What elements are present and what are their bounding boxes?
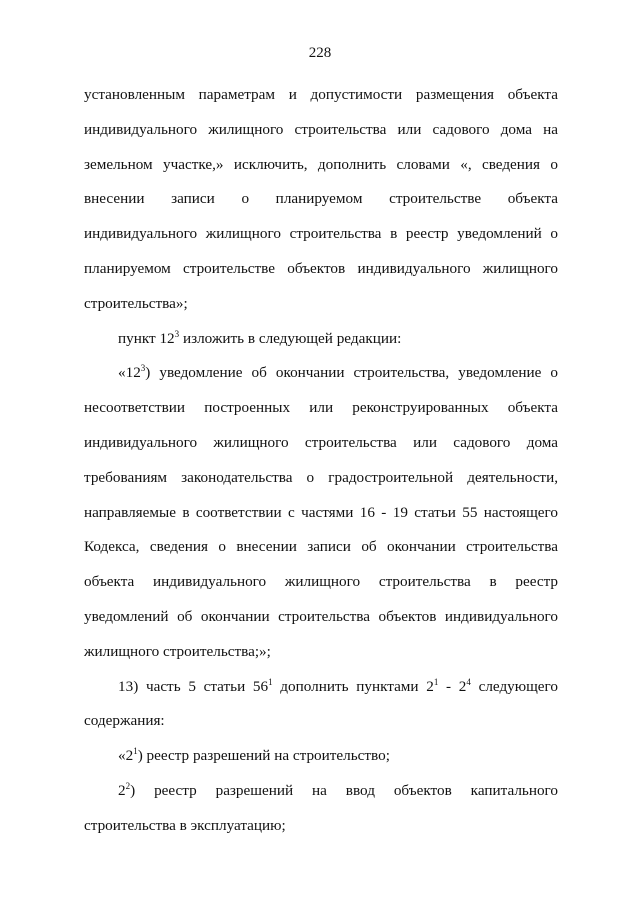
document-body bbox=[84, 78, 558, 844]
paragraph-text: ) реестр разрешений на ввод объектов капитального строительства в эксплуатацию; bbox=[84, 781, 558, 834]
paragraph-p4 bbox=[84, 670, 558, 740]
paragraph-text: - 2 bbox=[438, 677, 467, 695]
paragraph-text: 13) часть 5 статьи 56 bbox=[118, 677, 269, 695]
superscript-index: 1 bbox=[268, 676, 273, 687]
superscript-index: 1 bbox=[433, 676, 439, 687]
superscript-index: 4 bbox=[466, 676, 471, 687]
paragraph-p5 bbox=[84, 739, 558, 774]
superscript-index: 2 bbox=[125, 780, 131, 791]
paragraph-text: дополнить пунктами 2 bbox=[272, 677, 434, 695]
paragraph-p6 bbox=[84, 774, 558, 844]
paragraph-text: ) реестр разрешений на строительство; bbox=[137, 747, 390, 765]
paragraph-text: изложить в следующей редакции: bbox=[179, 329, 402, 347]
paragraph-text: 2 bbox=[118, 781, 126, 799]
paragraph-p1 bbox=[84, 78, 558, 322]
paragraph-text: ) уведомление об окончании строительства, уведомление о несоответствии построенных или реконструированных объекта индивидуального жилищного строительства или садового дома требованиям законодательства о градостроительной деятельности, направляемые в соответствии с частями 16 - 19 статьи 55 настоящего Кодекса, сведения о внесении записи об окончании строительства объекта индивидуального жилищного строительства в реестр уведомлений об окончании строительства объектов индивидуального жилищного строительства;»; bbox=[84, 364, 558, 660]
paragraph-text: «12 bbox=[118, 364, 141, 382]
page-number: 228 bbox=[308, 45, 332, 61]
superscript-index: 3 bbox=[174, 328, 180, 339]
paragraph-text: пункт 12 bbox=[118, 329, 175, 347]
superscript-index: 3 bbox=[140, 363, 146, 374]
paragraph-text: установленным параметрам и допустимости размещения объекта индивидуального жилищного строительства или садового дома на земельном участке,» исключить, дополнить словами «, сведения о внесении записи о планируемом строительстве объекта индивидуального жилищного строительства в реестр уведомлений о планируемом строительстве объектов индивидуального жилищного строительства»; bbox=[84, 86, 558, 312]
paragraph-text: «2 bbox=[118, 747, 134, 765]
paragraph-text: следующего содержания: bbox=[84, 677, 558, 730]
paragraph-p3 bbox=[84, 356, 558, 669]
superscript-index: 1 bbox=[133, 746, 138, 757]
paragraph-p2 bbox=[84, 322, 558, 357]
